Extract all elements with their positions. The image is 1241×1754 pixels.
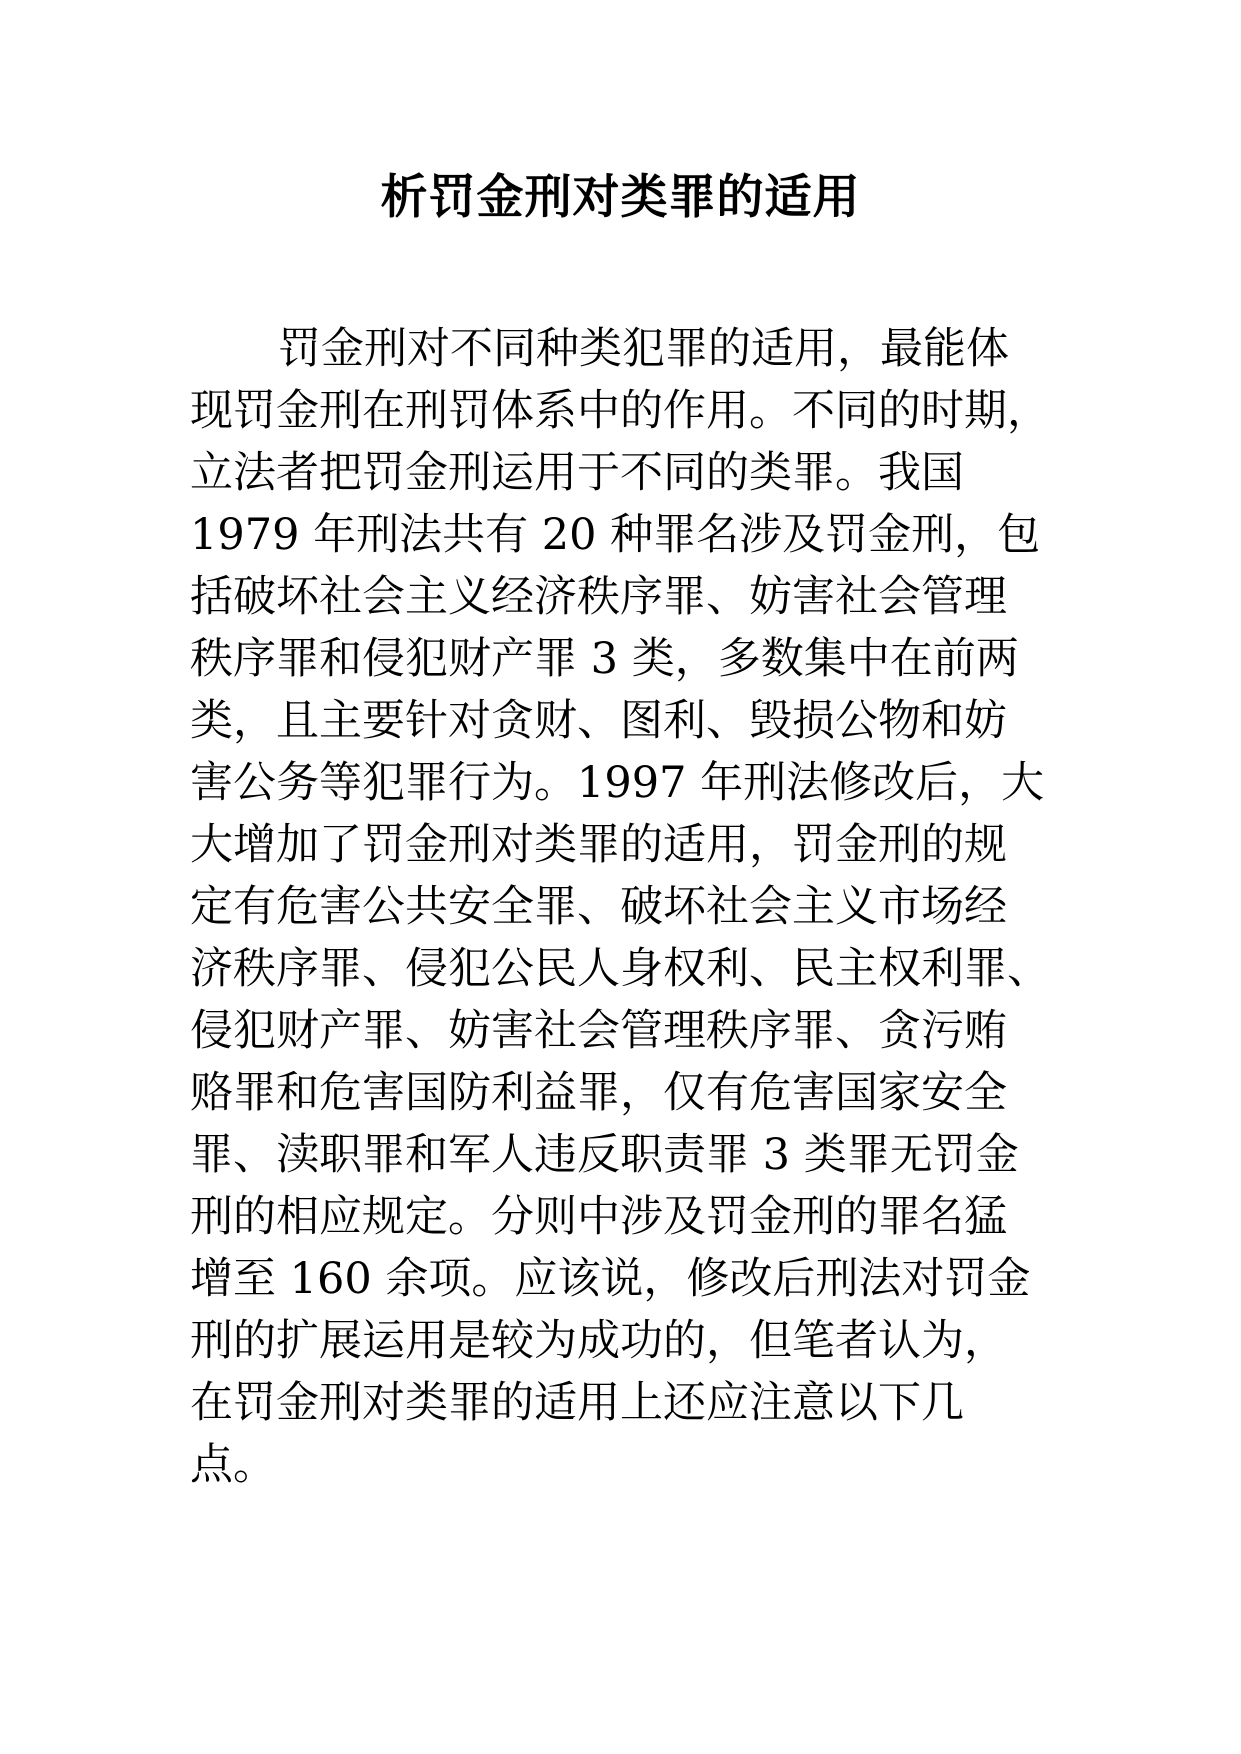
- body-line: 现罚金刑在刑罚体系中的作用。不同的时期，: [190, 386, 1050, 436]
- body-line: 害公务等犯罪行为。1997 年刑法修改后，大: [190, 758, 1045, 808]
- body-line: 在罚金刑对类罪的适用上还应注意以下几: [190, 1378, 964, 1428]
- body-line: 1979 年刑法共有 20 种罪名涉及罚金刑，包: [190, 510, 1041, 560]
- body-line: 刑的扩展运用是较为成功的，但笔者认为，: [190, 1316, 1007, 1366]
- body-line: 大增加了罚金刑对类罪的适用，罚金刑的规: [190, 820, 1007, 870]
- document-body: [190, 318, 1090, 1496]
- body-line: 罪、渎职罪和军人违反职责罪 3 类罪无罚金: [190, 1130, 1019, 1180]
- body-line: 侵犯财产罪、妨害社会管理秩序罪、贪污贿: [190, 1006, 1007, 1056]
- body-line: 立法者把罚金刑运用于不同的类罪。我国: [190, 448, 964, 498]
- body-line: 增至 160 余项。应该说，修改后刑法对罚金: [190, 1254, 1031, 1304]
- body-line: 刑的相应规定。分则中涉及罚金刑的罪名猛: [190, 1192, 1007, 1242]
- document-title: 析罚金刑对类罪的适用: [380, 170, 861, 225]
- body-line: 济秩序罪、侵犯公民人身权利、民主权利罪、: [190, 944, 1050, 994]
- body-line: 点。: [190, 1440, 276, 1490]
- body-line: 罚金刑对不同种类犯罪的适用，最能体: [278, 324, 1009, 374]
- body-line: 赂罪和危害国防利益罪，仅有危害国家安全: [190, 1068, 1007, 1118]
- body-line: 定有危害公共安全罪、破坏社会主义市场经: [190, 882, 1007, 932]
- body-line: 类，且主要针对贪财、图利、毁损公物和妨: [190, 696, 1007, 746]
- body-line: 括破坏社会主义经济秩序罪、妨害社会管理: [190, 572, 1007, 622]
- body-line: 秩序罪和侵犯财产罪 3 类，多数集中在前两: [190, 634, 1019, 684]
